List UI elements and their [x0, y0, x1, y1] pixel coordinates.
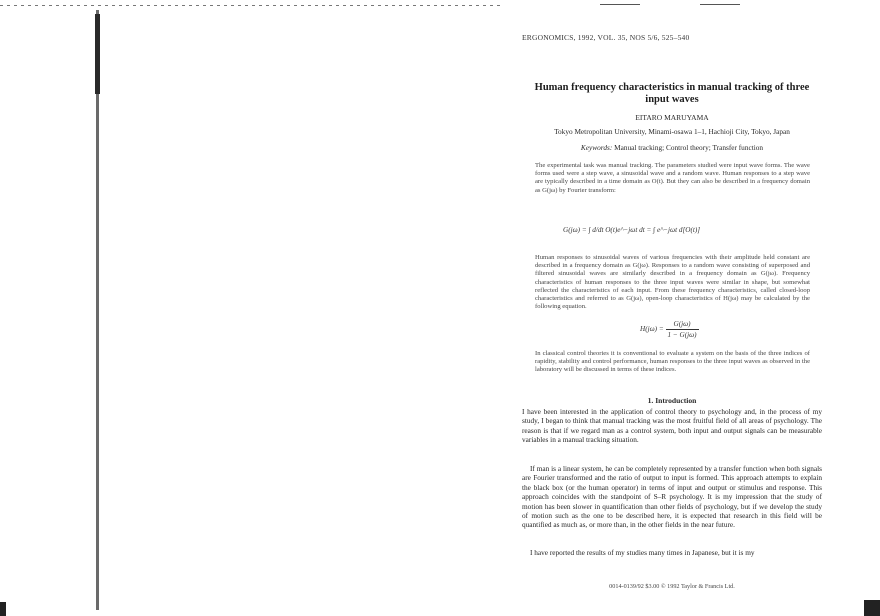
body-paragraph: If man is a linear system, he can be completely represented by a transfer function when both signals are Fourier transformed and the ratio of output to input is formed. This approach attempts to explain the black box (or the human operator) in terms of input and output or stimulus and response. This approach coincides with the standpoint of S–R psychology. It is my impression that the study of motion has been slower in quantification than other fields of psychology, but if we develop the study of motion such as the one to be described here, it is expected that research in this field will be quantified as much as, or more than, in the other fields in the near future.	[522, 464, 822, 530]
scan-artifact-mark	[700, 4, 740, 5]
body-paragraph: I have reported the results of my studies many times in Japanese, but it is my	[530, 548, 755, 557]
equation-denominator: 1 − G(jω)	[667, 331, 697, 339]
copyright-footer: 0014-0139/92 $3.00 © 1992 Taylor & Francis Ltd.	[609, 583, 735, 590]
scan-artifact-corner	[0, 602, 6, 616]
author-affiliation: Tokyo Metropolitan University, Minami-osawa 1–1, Hachioji City, Tokyo, Japan	[554, 127, 790, 136]
scan-artifact-mark	[600, 4, 640, 5]
author-name: EITARO MARUYAMA	[635, 113, 709, 122]
abstract-paragraph: The experimental task was manual tracking. The parameters studied were input wave forms. The wave forms used were a step wave, a sinusoidal wave and a random wave. Human responses to a step wave are typically described in a time domain as O(t). But they can also be described in a frequency domain as G(jω) by Fourier transform:	[535, 162, 810, 194]
keywords-text: Manual tracking; Control theory; Transfer function	[614, 143, 764, 152]
equation-lhs: H(jω) =	[640, 325, 664, 334]
paper-title: Human frequency characteristics in manual tracking of three input waves	[534, 82, 810, 105]
abstract-paragraph: In classical control theories it is conventional to evaluate a system on the basis of the three indices of rapidity, stability and control performance, human responses to the three input waves as observed in the laboratory will be discussed in terms of these indices.	[535, 350, 810, 374]
body-paragraph: I have been interested in the application of control theory to psychology and, in the process of my study, I began to think that manual tracking was the most fruitful field of all areas of psychology. The reason is that if we regard man as a control system, both input and output signals can be measurable variables in a manual tracking situation.	[522, 407, 822, 445]
equation-open-loop	[640, 320, 699, 339]
equation-fraction	[666, 320, 699, 339]
keywords-line	[522, 143, 822, 152]
scan-artifact-dots	[0, 5, 500, 6]
page-gutter-shadow	[95, 14, 100, 94]
scan-artifact-corner	[864, 600, 880, 616]
equation-fourier: G(jω) = ∫ d/dt O(t)e^−jωt dt = ∫ e^−jωt d[O(t)]	[563, 226, 701, 234]
running-head: ERGONOMICS, 1992, VOL. 35, NOS 5/6, 525–540	[522, 33, 690, 42]
page-gutter-line	[96, 10, 99, 610]
equation-numerator: G(jω)	[666, 320, 699, 330]
keywords-label: Keywords:	[580, 143, 613, 152]
section-heading: 1. Introduction	[647, 396, 697, 405]
abstract-paragraph: Human responses to sinusoidal waves of various frequencies with their amplitude held constant are described in a frequency domain as G(jω). Responses to a random wave consisting of superposed and filtered sinusoidal waves are similarly described in a frequency domain as G(jω). Frequency characteristics of human responses to the three input waves were similar in shape, but somewhat reflected the characteristics of each input. From these frequency characteristics, called closed-loop characteristics and referred to as G(jω), open-loop characteristics of H(jω) may be calculated by the following equation.	[535, 254, 810, 311]
